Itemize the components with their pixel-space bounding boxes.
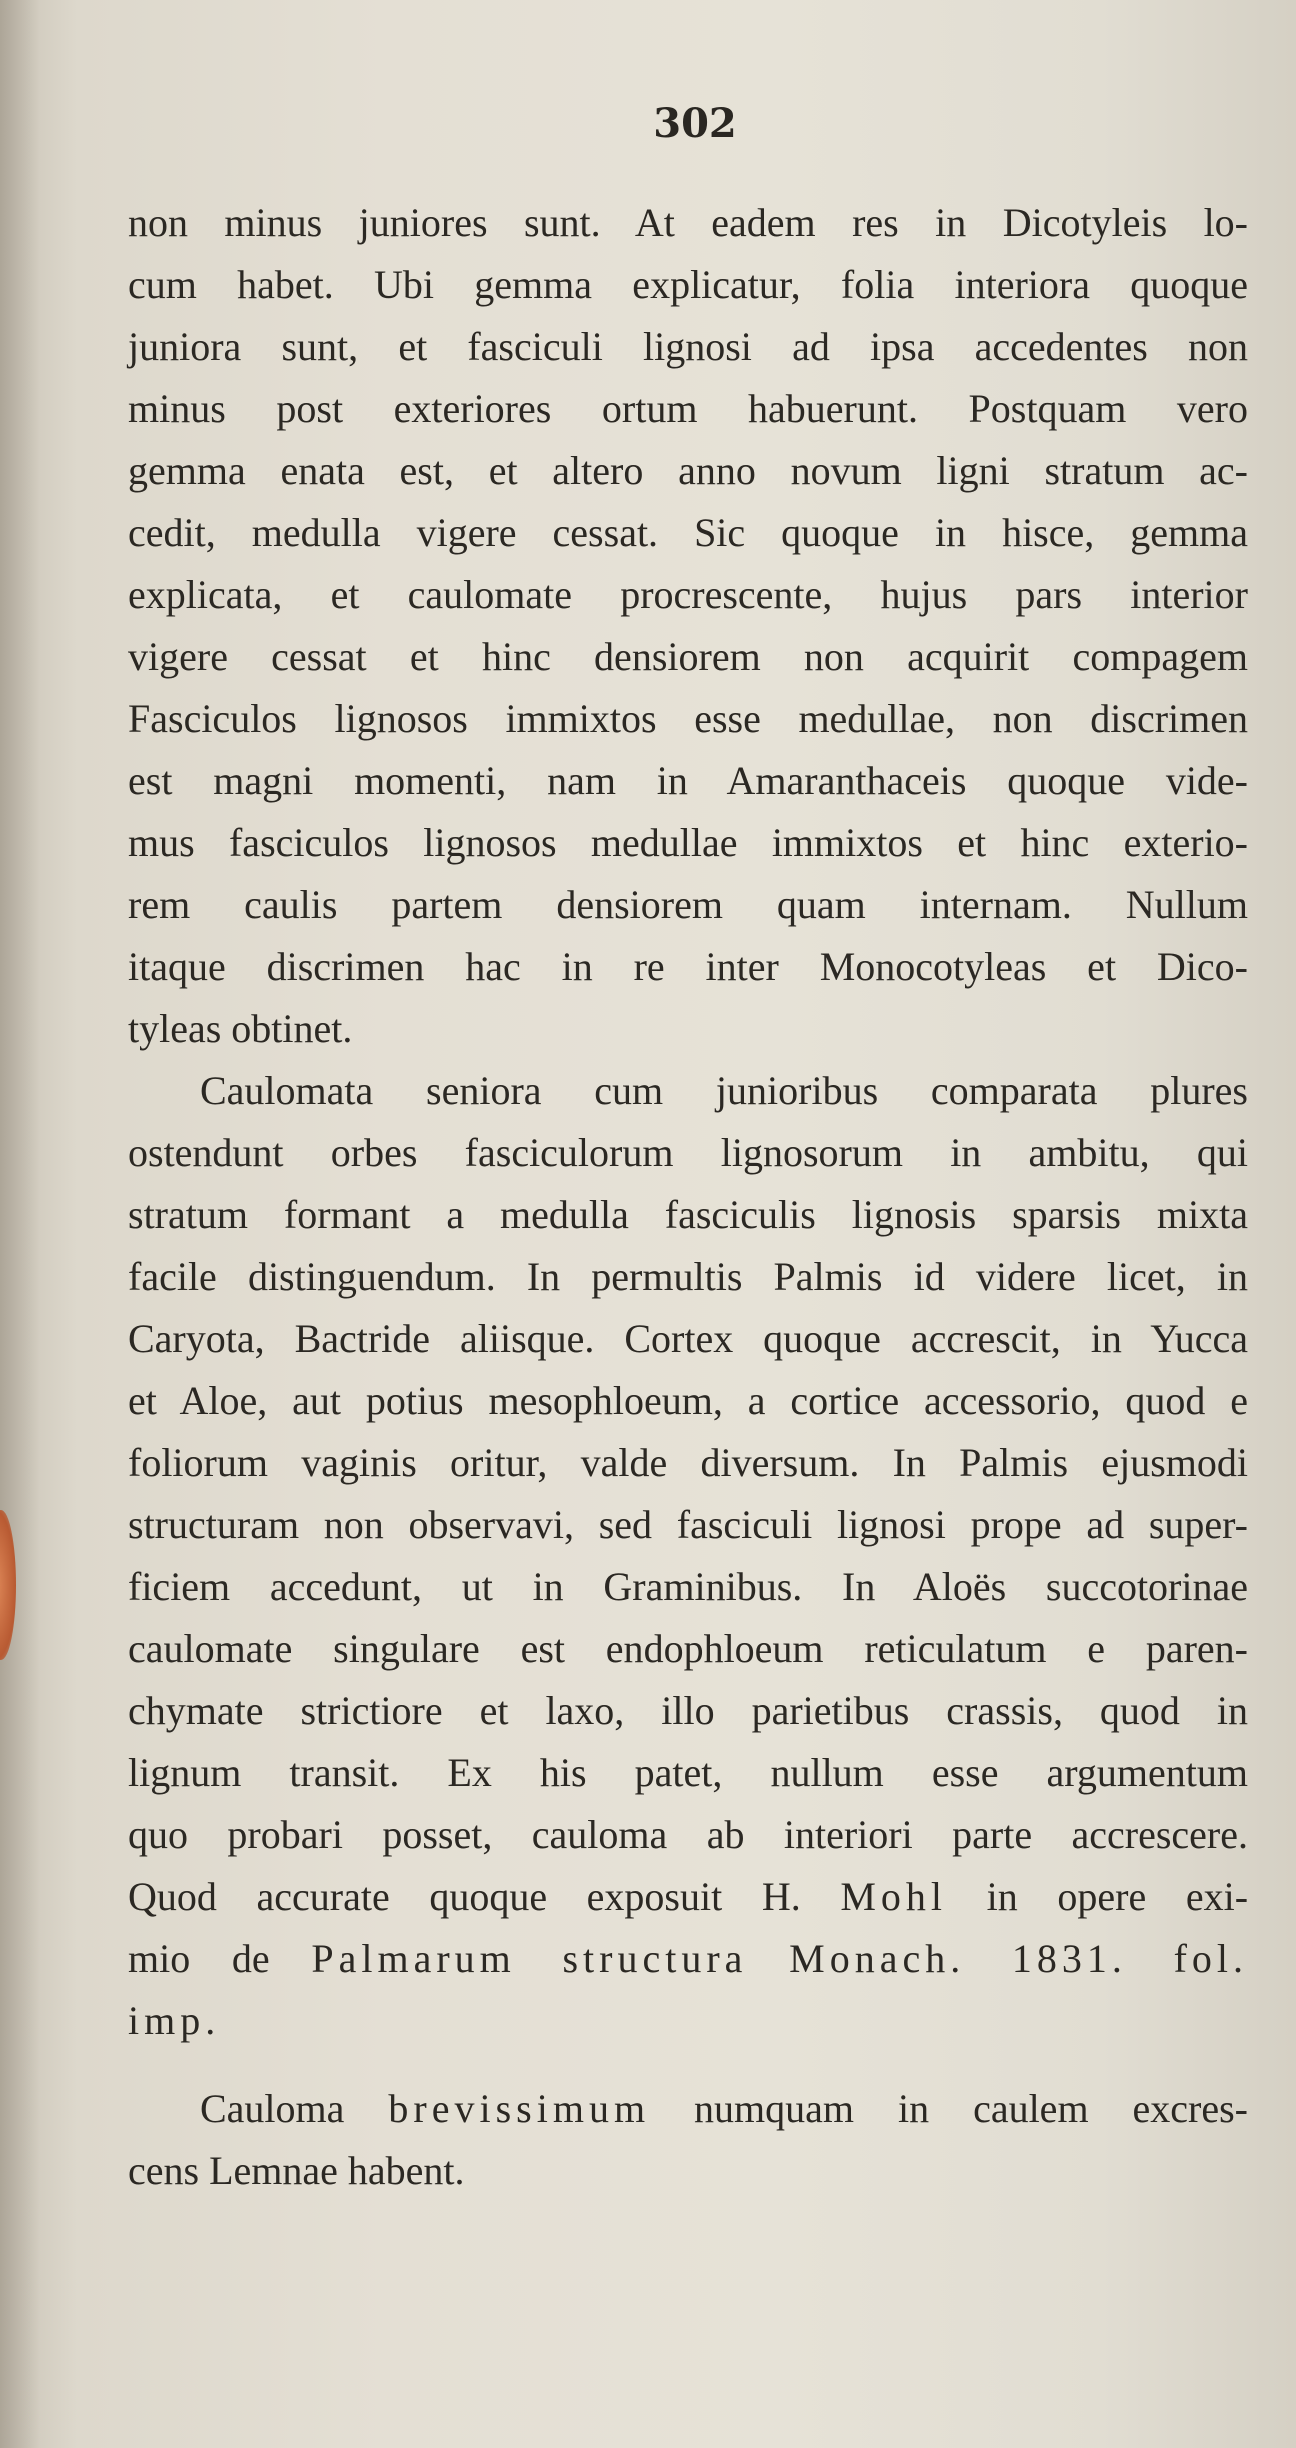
text-line: quo probari posset, cauloma ab interiori parte accrescere. bbox=[128, 1812, 1248, 1857]
text-line bbox=[128, 1928, 1248, 1990]
text-run: numquam in caulem excres- bbox=[694, 2086, 1248, 2131]
text-line: explicata, et caulomate procrescente, hujus pars interior bbox=[128, 572, 1248, 617]
text-line: minus post exteriores ortum habuerunt. Postquam vero bbox=[128, 386, 1248, 431]
text-run: in opere exi- bbox=[986, 1874, 1249, 1919]
text-line: juniora sunt, et fasciculi lignosi ad ipsa accedentes non bbox=[128, 324, 1248, 369]
text-run: Cauloma bbox=[200, 2086, 345, 2131]
page-gutter-shadow bbox=[0, 0, 40, 2448]
text-line: chymate strictiore et laxo, illo parietibus crassis, quod in bbox=[128, 1688, 1248, 1733]
text-line: est magni momenti, nam in Amaranthaceis quoque vide- bbox=[128, 758, 1248, 803]
text-line: Fasciculos lignosos immixtos esse medullae, non discrimen bbox=[128, 696, 1248, 741]
text-line bbox=[128, 2078, 1248, 2140]
text-line: mus fasciculos lignosos medullae immixtos et hinc exterio- bbox=[128, 820, 1248, 865]
text-run: Quod accurate quoque exposuit H. bbox=[128, 1874, 801, 1919]
text-line: foliorum vaginis oritur, valde diversum. In Palmis ejusmodi bbox=[128, 1440, 1248, 1485]
text-run: mio de bbox=[128, 1936, 270, 1981]
text-line: cum habet. Ubi gemma explicatur, folia interiora quoque bbox=[128, 262, 1248, 307]
text-line: imp. bbox=[128, 1998, 221, 2043]
text-line: ostendunt orbes fasciculorum lignosorum in ambitu, qui bbox=[128, 1130, 1248, 1175]
text-line: Caulomata seniora cum junioribus comparata plures bbox=[200, 1068, 1248, 1113]
text-line: lignum transit. Ex his patet, nullum esse argumentum bbox=[128, 1750, 1248, 1795]
term-spaced: brevissimum bbox=[388, 2086, 651, 2131]
publication-details: Monach. 1831. fol. bbox=[789, 1936, 1249, 1981]
page-number: 302 bbox=[653, 100, 737, 147]
text-line: itaque discrimen hac in re inter Monocotyleas et Dico- bbox=[128, 944, 1248, 989]
text-line: tyleas obtinet. bbox=[128, 1006, 353, 1051]
text-line: vigere cessat et hinc densiorem non acquirit compagem bbox=[128, 634, 1248, 679]
text-line: et Aloe, aut potius mesophloeum, a cortice accessorio, quod e bbox=[128, 1378, 1248, 1423]
author-name-spaced: Mohl bbox=[840, 1874, 948, 1919]
text-line: facile distinguendum. In permultis Palmis id videre licet, in bbox=[128, 1254, 1248, 1299]
text-line: rem caulis partem densiorem quam internam. Nullum bbox=[128, 882, 1248, 927]
text-line: structuram non observavi, sed fasciculi lignosi prope ad super- bbox=[128, 1502, 1248, 1547]
text-line: cedit, medulla vigere cessat. Sic quoque in hisce, gemma bbox=[128, 510, 1248, 555]
text-line bbox=[128, 1866, 1248, 1928]
text-line: caulomate singulare est endophloeum reticulatum e paren- bbox=[128, 1626, 1248, 1671]
text-line: stratum formant a medulla fasciculis lignosis sparsis mixta bbox=[128, 1192, 1248, 1237]
text-line: ficiem accedunt, ut in Graminibus. In Aloës succotorinae bbox=[128, 1564, 1248, 1609]
body-text bbox=[128, 192, 1248, 2202]
text-line: Caryota, Bactride aliisque. Cortex quoque accrescit, in Yucca bbox=[128, 1316, 1248, 1361]
paragraph-gap bbox=[128, 2052, 1248, 2078]
text-line: gemma enata est, et altero anno novum ligni stratum ac- bbox=[128, 448, 1248, 493]
text-line: cens Lemnae habent. bbox=[128, 2148, 465, 2193]
text-line: non minus juniores sunt. At eadem res in Dicotyleis lo- bbox=[128, 200, 1248, 245]
work-title-spaced: Palmarum structura bbox=[311, 1936, 748, 1981]
